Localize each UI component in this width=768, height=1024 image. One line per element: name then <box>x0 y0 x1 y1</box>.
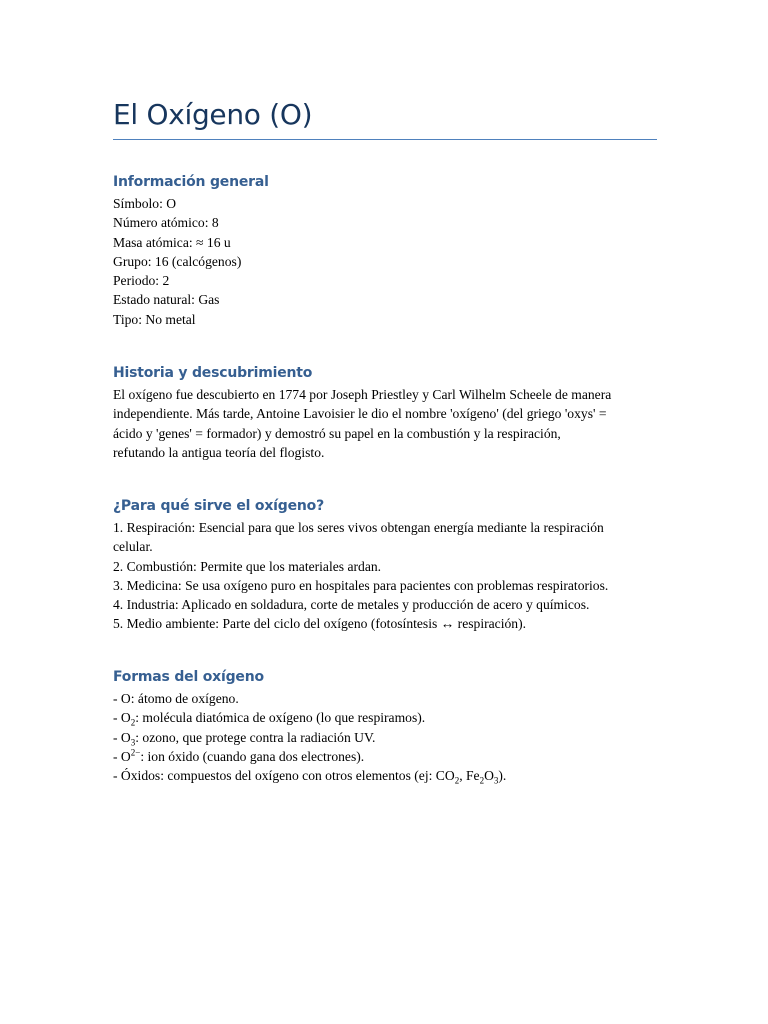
forms-item-o3 <box>113 728 658 747</box>
subscript: 3 <box>493 775 499 786</box>
uses-item-respiration: 1. Respiración: Esencial para que los seres vivos obtengan energía mediante la respiración <box>113 520 604 535</box>
title-underline <box>113 139 657 140</box>
general-info-list <box>113 194 658 329</box>
history-line: independiente. Más tarde, Antoine Lavoisier le dio el nombre 'oxígeno' (del griego 'oxys' = <box>113 406 607 422</box>
uses-item-combustion: 2. Combustión: Permite que los materiales ardan. <box>113 558 382 574</box>
info-symbol: Símbolo: O <box>113 196 177 211</box>
info-natural-state: Estado natural: Gas <box>113 292 220 308</box>
subscript: 2 <box>130 718 136 729</box>
superscript: 2− <box>130 747 141 758</box>
uses-list <box>113 518 658 634</box>
description-text: : ozono, que protege contra la radiación UV. <box>135 729 376 745</box>
formula-text: O <box>484 768 494 784</box>
uses-item-medicine: 3. Medicina: Se usa oxígeno puro en hospitales para pacientes con problemas respiratorios. <box>113 577 609 593</box>
forms-item-atom: - O: átomo de oxígeno. <box>113 691 239 706</box>
formula-text: , Fe <box>459 768 480 784</box>
uses-item-industry: 4. Industria: Aplicado en soldadura, corte de metales y producción de acero y químicos. <box>113 597 590 613</box>
subscript: 3 <box>130 737 136 748</box>
forms-item-o2 <box>113 708 658 727</box>
info-atomic-mass: Masa atómica: ≈ 16 u <box>113 234 231 250</box>
formula-text: - O <box>113 748 131 764</box>
section-uses <box>113 496 658 634</box>
info-group: Grupo: 16 (calcógenos) <box>113 253 242 269</box>
section-history <box>113 363 658 462</box>
document-title: El Oxígeno (O) <box>113 98 313 131</box>
info-period: Periodo: 2 <box>113 273 170 289</box>
uses-item-respiration-cont: celular. <box>113 539 153 555</box>
uses-item-environment: 5. Medio ambiente: Parte del ciclo del oxígeno (fotosíntesis ↔ respiración). <box>113 616 526 632</box>
description-text: : molécula diatómica de oxígeno (lo que respiramos). <box>135 710 426 726</box>
history-line: ácido y 'genes' = formador) y demostró su papel en la combustión y la respiración, <box>113 425 561 441</box>
section-heading-history: Historia y descubrimiento <box>113 365 313 381</box>
subscript: 2 <box>454 775 460 786</box>
section-general <box>113 172 658 329</box>
description-text: - Óxidos: compuestos del oxígeno con otros elementos (ej: CO <box>113 768 455 784</box>
info-atomic-number: Número atómico: 8 <box>113 215 219 231</box>
history-line: refutando la antigua teoría del flogisto. <box>113 444 325 460</box>
section-heading-general: Información general <box>113 174 269 190</box>
formula-text: - O <box>113 710 131 726</box>
section-heading-uses: ¿Para qué sirve el oxígeno? <box>113 498 325 514</box>
history-line: El oxígeno fue descubierto en 1774 por Joseph Priestley y Carl Wilhelm Scheele de manera <box>113 387 612 402</box>
forms-list <box>113 689 658 785</box>
description-text: : ion óxido (cuando gana dos electrones). <box>140 748 365 764</box>
forms-item-oxides <box>113 766 658 785</box>
formula-text: - O <box>113 729 131 745</box>
info-type: Tipo: No metal <box>113 311 196 327</box>
section-forms <box>113 667 658 785</box>
history-paragraph <box>113 385 658 462</box>
section-heading-forms: Formas del oxígeno <box>113 669 264 685</box>
formula-text: ). <box>498 768 507 784</box>
subscript: 2 <box>479 775 485 786</box>
forms-item-oxide-ion <box>113 747 658 766</box>
